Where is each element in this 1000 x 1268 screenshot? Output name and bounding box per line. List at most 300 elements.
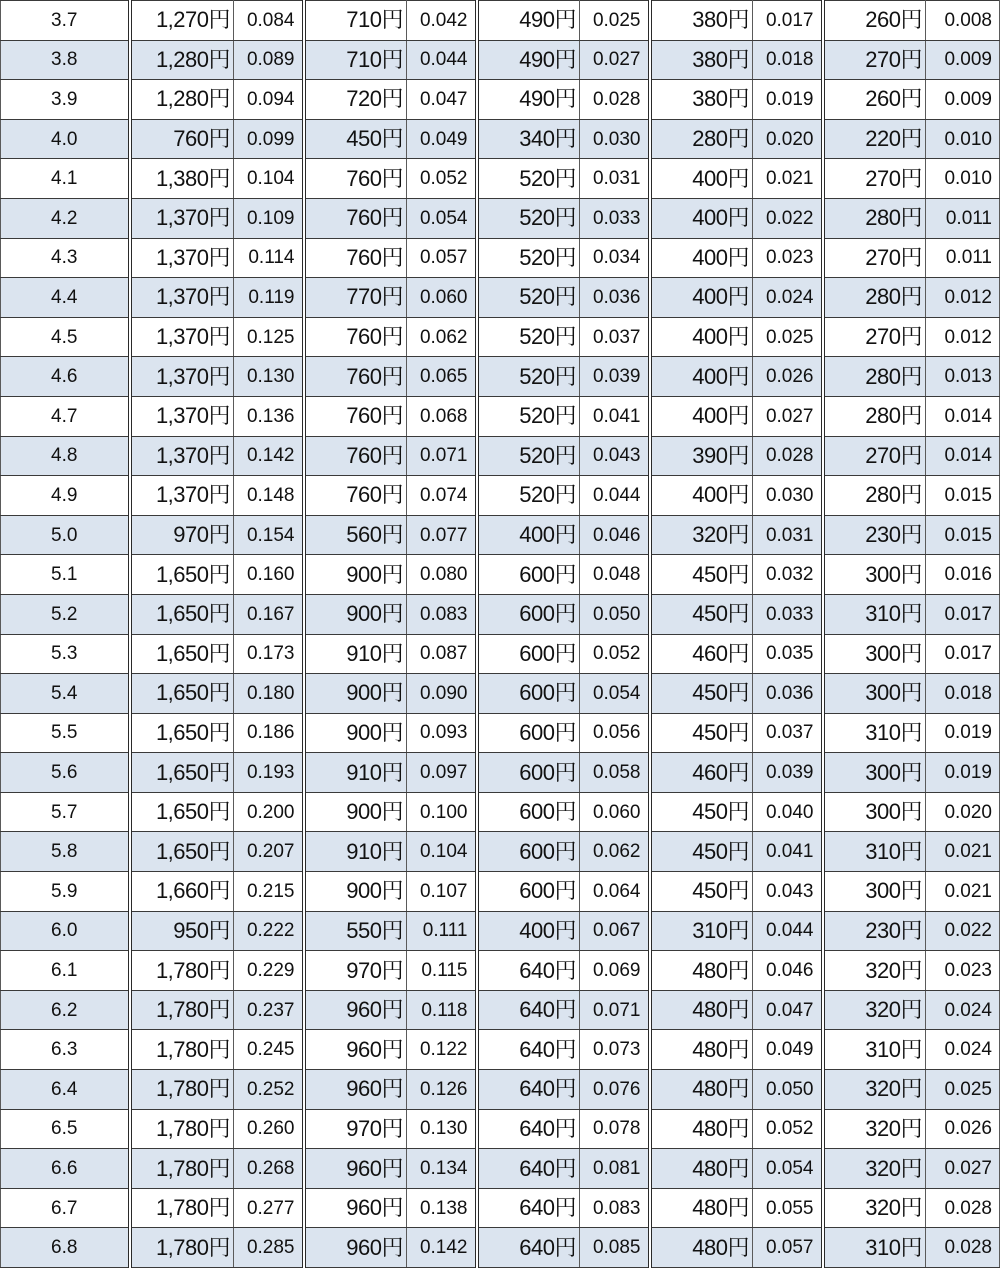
ratio-cell: 0.093 <box>407 713 477 753</box>
price-cell: 300円 <box>823 555 926 595</box>
price-cell: 280円 <box>823 476 926 516</box>
price-cell: 600円 <box>477 594 580 634</box>
table-row <box>1 476 1000 516</box>
ratio-cell: 0.017 <box>753 1 823 41</box>
size-cell: 3.8 <box>1 40 130 80</box>
price-cell: 480円 <box>650 1228 753 1268</box>
ratio-cell: 0.081 <box>580 1149 650 1189</box>
ratio-cell: 0.047 <box>407 80 477 120</box>
price-cell: 1,780円 <box>130 1070 234 1110</box>
size-cell: 5.3 <box>1 634 130 674</box>
table-row <box>1 317 1000 357</box>
ratio-cell: 0.019 <box>926 753 1000 793</box>
ratio-cell: 0.035 <box>753 634 823 674</box>
price-cell: 450円 <box>650 832 753 872</box>
ratio-cell: 0.033 <box>753 594 823 634</box>
size-cell: 6.0 <box>1 911 130 951</box>
price-cell: 1,780円 <box>130 951 234 991</box>
price-cell: 600円 <box>477 555 580 595</box>
ratio-cell: 0.024 <box>926 990 1000 1030</box>
ratio-cell: 0.055 <box>753 1188 823 1228</box>
price-cell: 400円 <box>650 198 753 238</box>
price-cell: 1,650円 <box>130 674 234 714</box>
price-cell: 480円 <box>650 990 753 1030</box>
price-cell: 970円 <box>130 515 234 555</box>
price-cell: 720円 <box>304 80 407 120</box>
price-cell: 1,780円 <box>130 1030 234 1070</box>
ratio-cell: 0.115 <box>407 951 477 991</box>
price-cell: 760円 <box>130 119 234 159</box>
ratio-cell: 0.104 <box>234 159 304 199</box>
price-cell: 400円 <box>650 317 753 357</box>
ratio-cell: 0.071 <box>407 436 477 476</box>
price-cell: 310円 <box>823 832 926 872</box>
price-cell: 450円 <box>650 594 753 634</box>
ratio-cell: 0.025 <box>580 1 650 41</box>
price-cell: 300円 <box>823 634 926 674</box>
ratio-cell: 0.062 <box>580 832 650 872</box>
table-row <box>1 396 1000 436</box>
table-row <box>1 713 1000 753</box>
price-cell: 900円 <box>304 792 407 832</box>
ratio-cell: 0.083 <box>580 1188 650 1228</box>
price-cell: 310円 <box>823 594 926 634</box>
ratio-cell: 0.057 <box>407 238 477 278</box>
table-row <box>1 80 1000 120</box>
price-cell: 230円 <box>823 911 926 951</box>
price-cell: 460円 <box>650 753 753 793</box>
ratio-cell: 0.036 <box>753 674 823 714</box>
price-cell: 760円 <box>304 198 407 238</box>
size-cell: 6.8 <box>1 1228 130 1268</box>
price-cell: 600円 <box>477 832 580 872</box>
ratio-cell: 0.060 <box>580 792 650 832</box>
price-cell: 1,650円 <box>130 753 234 793</box>
ratio-cell: 0.012 <box>926 278 1000 318</box>
ratio-cell: 0.024 <box>753 278 823 318</box>
price-cell: 520円 <box>477 357 580 397</box>
ratio-cell: 0.025 <box>926 1070 1000 1110</box>
price-cell: 900円 <box>304 713 407 753</box>
ratio-cell: 0.048 <box>580 555 650 595</box>
ratio-cell: 0.125 <box>234 317 304 357</box>
ratio-cell: 0.076 <box>580 1070 650 1110</box>
size-cell: 5.1 <box>1 555 130 595</box>
price-cell: 1,370円 <box>130 198 234 238</box>
price-cell: 320円 <box>650 515 753 555</box>
ratio-cell: 0.167 <box>234 594 304 634</box>
ratio-cell: 0.245 <box>234 1030 304 1070</box>
price-cell: 640円 <box>477 1149 580 1189</box>
ratio-cell: 0.090 <box>407 674 477 714</box>
ratio-cell: 0.142 <box>234 436 304 476</box>
ratio-cell: 0.111 <box>407 911 477 951</box>
size-cell: 6.1 <box>1 951 130 991</box>
price-cell: 640円 <box>477 1070 580 1110</box>
ratio-cell: 0.071 <box>580 990 650 1030</box>
price-cell: 1,370円 <box>130 357 234 397</box>
ratio-cell: 0.041 <box>753 832 823 872</box>
size-cell: 6.2 <box>1 990 130 1030</box>
price-cell: 320円 <box>823 1070 926 1110</box>
ratio-cell: 0.040 <box>753 792 823 832</box>
ratio-cell: 0.023 <box>753 238 823 278</box>
ratio-cell: 0.122 <box>407 1030 477 1070</box>
price-cell: 300円 <box>823 674 926 714</box>
table-row <box>1 1228 1000 1268</box>
price-cell: 270円 <box>823 436 926 476</box>
ratio-cell: 0.020 <box>753 119 823 159</box>
price-cell: 950円 <box>130 911 234 951</box>
ratio-cell: 0.027 <box>753 396 823 436</box>
ratio-cell: 0.186 <box>234 713 304 753</box>
size-cell: 6.6 <box>1 1149 130 1189</box>
size-cell: 5.6 <box>1 753 130 793</box>
price-cell: 770円 <box>304 278 407 318</box>
ratio-cell: 0.180 <box>234 674 304 714</box>
price-cell: 1,370円 <box>130 436 234 476</box>
ratio-cell: 0.046 <box>580 515 650 555</box>
price-cell: 550円 <box>304 911 407 951</box>
ratio-cell: 0.047 <box>753 990 823 1030</box>
price-cell: 320円 <box>823 1149 926 1189</box>
ratio-cell: 0.018 <box>926 674 1000 714</box>
price-cell: 600円 <box>477 753 580 793</box>
price-cell: 1,270円 <box>130 1 234 41</box>
price-cell: 400円 <box>650 159 753 199</box>
ratio-cell: 0.054 <box>753 1149 823 1189</box>
ratio-cell: 0.025 <box>753 317 823 357</box>
ratio-cell: 0.013 <box>926 357 1000 397</box>
price-cell: 960円 <box>304 1030 407 1070</box>
size-cell: 6.5 <box>1 1109 130 1149</box>
price-cell: 760円 <box>304 317 407 357</box>
ratio-cell: 0.012 <box>926 317 1000 357</box>
price-cell: 520円 <box>477 238 580 278</box>
table-row <box>1 594 1000 634</box>
size-cell: 6.4 <box>1 1070 130 1110</box>
ratio-cell: 0.021 <box>926 832 1000 872</box>
ratio-cell: 0.054 <box>407 198 477 238</box>
table-row <box>1 159 1000 199</box>
price-cell: 1,280円 <box>130 80 234 120</box>
price-cell: 480円 <box>650 1149 753 1189</box>
table-row <box>1 238 1000 278</box>
ratio-cell: 0.229 <box>234 951 304 991</box>
ratio-cell: 0.069 <box>580 951 650 991</box>
ratio-cell: 0.052 <box>407 159 477 199</box>
price-cell: 910円 <box>304 753 407 793</box>
ratio-cell: 0.021 <box>753 159 823 199</box>
price-cell: 490円 <box>477 1 580 41</box>
price-cell: 1,650円 <box>130 634 234 674</box>
ratio-cell: 0.049 <box>407 119 477 159</box>
table-row <box>1 198 1000 238</box>
ratio-cell: 0.026 <box>926 1109 1000 1149</box>
ratio-cell: 0.039 <box>580 357 650 397</box>
ratio-cell: 0.049 <box>753 1030 823 1070</box>
price-cell: 1,650円 <box>130 594 234 634</box>
ratio-cell: 0.193 <box>234 753 304 793</box>
ratio-cell: 0.019 <box>753 80 823 120</box>
ratio-cell: 0.014 <box>926 436 1000 476</box>
ratio-cell: 0.052 <box>753 1109 823 1149</box>
ratio-cell: 0.073 <box>580 1030 650 1070</box>
price-cell: 270円 <box>823 238 926 278</box>
price-cell: 320円 <box>823 990 926 1030</box>
price-cell: 970円 <box>304 951 407 991</box>
price-cell: 280円 <box>823 278 926 318</box>
price-cell: 900円 <box>304 594 407 634</box>
price-cell: 310円 <box>823 713 926 753</box>
size-cell: 5.9 <box>1 872 130 912</box>
price-cell: 640円 <box>477 990 580 1030</box>
size-cell: 4.1 <box>1 159 130 199</box>
ratio-cell: 0.064 <box>580 872 650 912</box>
price-cell: 1,650円 <box>130 555 234 595</box>
price-cell: 960円 <box>304 1228 407 1268</box>
size-cell: 4.2 <box>1 198 130 238</box>
table-row <box>1 911 1000 951</box>
price-cell: 600円 <box>477 634 580 674</box>
table-row <box>1 278 1000 318</box>
ratio-cell: 0.042 <box>407 1 477 41</box>
price-cell: 400円 <box>650 278 753 318</box>
size-cell: 4.8 <box>1 436 130 476</box>
ratio-cell: 0.136 <box>234 396 304 436</box>
price-cell: 400円 <box>650 238 753 278</box>
ratio-cell: 0.126 <box>407 1070 477 1110</box>
ratio-cell: 0.015 <box>926 515 1000 555</box>
price-cell: 310円 <box>650 911 753 951</box>
ratio-cell: 0.044 <box>753 911 823 951</box>
price-cell: 900円 <box>304 872 407 912</box>
ratio-cell: 0.033 <box>580 198 650 238</box>
price-cell: 1,780円 <box>130 1228 234 1268</box>
price-cell: 450円 <box>650 713 753 753</box>
size-cell: 5.4 <box>1 674 130 714</box>
ratio-cell: 0.037 <box>753 713 823 753</box>
price-cell: 640円 <box>477 1109 580 1149</box>
table-row <box>1 515 1000 555</box>
price-cell: 1,650円 <box>130 713 234 753</box>
price-cell: 280円 <box>823 357 926 397</box>
price-cell: 960円 <box>304 1188 407 1228</box>
ratio-cell: 0.043 <box>580 436 650 476</box>
price-cell: 520円 <box>477 317 580 357</box>
price-cell: 310円 <box>823 1228 926 1268</box>
price-cell: 380円 <box>650 80 753 120</box>
ratio-cell: 0.034 <box>580 238 650 278</box>
table-row <box>1 1109 1000 1149</box>
size-cell: 3.7 <box>1 1 130 41</box>
ratio-cell: 0.068 <box>407 396 477 436</box>
price-cell: 760円 <box>304 238 407 278</box>
ratio-cell: 0.026 <box>753 357 823 397</box>
size-cell: 4.5 <box>1 317 130 357</box>
size-cell: 4.6 <box>1 357 130 397</box>
ratio-cell: 0.030 <box>753 476 823 516</box>
price-cell: 450円 <box>650 674 753 714</box>
ratio-cell: 0.056 <box>580 713 650 753</box>
ratio-cell: 0.050 <box>580 594 650 634</box>
price-cell: 480円 <box>650 1188 753 1228</box>
price-cell: 390円 <box>650 436 753 476</box>
price-cell: 320円 <box>823 1188 926 1228</box>
price-cell: 520円 <box>477 278 580 318</box>
ratio-cell: 0.052 <box>580 634 650 674</box>
ratio-cell: 0.154 <box>234 515 304 555</box>
ratio-cell: 0.160 <box>234 555 304 595</box>
table-row <box>1 832 1000 872</box>
ratio-cell: 0.046 <box>753 951 823 991</box>
price-cell: 760円 <box>304 476 407 516</box>
price-cell: 640円 <box>477 1228 580 1268</box>
ratio-cell: 0.032 <box>753 555 823 595</box>
ratio-cell: 0.085 <box>580 1228 650 1268</box>
size-cell: 4.9 <box>1 476 130 516</box>
price-cell: 460円 <box>650 634 753 674</box>
price-cell: 270円 <box>823 317 926 357</box>
ratio-cell: 0.014 <box>926 396 1000 436</box>
ratio-cell: 0.077 <box>407 515 477 555</box>
table-row <box>1 1030 1000 1070</box>
ratio-cell: 0.021 <box>926 872 1000 912</box>
price-cell: 300円 <box>823 872 926 912</box>
ratio-cell: 0.017 <box>926 594 1000 634</box>
price-cell: 960円 <box>304 990 407 1030</box>
size-cell: 4.0 <box>1 119 130 159</box>
ratio-cell: 0.134 <box>407 1149 477 1189</box>
size-cell: 5.8 <box>1 832 130 872</box>
price-cell: 1,660円 <box>130 872 234 912</box>
price-cell: 480円 <box>650 1109 753 1149</box>
table-row <box>1 753 1000 793</box>
size-cell: 3.9 <box>1 80 130 120</box>
price-cell: 380円 <box>650 1 753 41</box>
price-cell: 760円 <box>304 357 407 397</box>
ratio-cell: 0.138 <box>407 1188 477 1228</box>
price-cell: 640円 <box>477 1030 580 1070</box>
ratio-cell: 0.058 <box>580 753 650 793</box>
ratio-cell: 0.084 <box>234 1 304 41</box>
ratio-cell: 0.118 <box>407 990 477 1030</box>
price-cell: 400円 <box>650 476 753 516</box>
table-row <box>1 40 1000 80</box>
price-cell: 260円 <box>823 80 926 120</box>
ratio-cell: 0.017 <box>926 634 1000 674</box>
ratio-cell: 0.107 <box>407 872 477 912</box>
ratio-cell: 0.008 <box>926 1 1000 41</box>
price-cell: 340円 <box>477 119 580 159</box>
ratio-cell: 0.050 <box>753 1070 823 1110</box>
price-cell: 970円 <box>304 1109 407 1149</box>
ratio-cell: 0.030 <box>580 119 650 159</box>
ratio-cell: 0.015 <box>926 476 1000 516</box>
size-cell: 4.7 <box>1 396 130 436</box>
ratio-cell: 0.009 <box>926 40 1000 80</box>
price-cell: 600円 <box>477 872 580 912</box>
price-cell: 910円 <box>304 832 407 872</box>
size-cell: 5.0 <box>1 515 130 555</box>
size-cell: 5.5 <box>1 713 130 753</box>
price-cell: 300円 <box>823 792 926 832</box>
price-cell: 480円 <box>650 1070 753 1110</box>
price-cell: 220円 <box>823 119 926 159</box>
ratio-cell: 0.016 <box>926 555 1000 595</box>
ratio-cell: 0.054 <box>580 674 650 714</box>
price-cell: 400円 <box>477 515 580 555</box>
ratio-cell: 0.109 <box>234 198 304 238</box>
price-cell: 520円 <box>477 396 580 436</box>
ratio-cell: 0.031 <box>580 159 650 199</box>
price-cell: 400円 <box>477 911 580 951</box>
price-cell: 760円 <box>304 396 407 436</box>
price-cell: 600円 <box>477 674 580 714</box>
price-cell: 600円 <box>477 713 580 753</box>
ratio-cell: 0.114 <box>234 238 304 278</box>
ratio-cell: 0.067 <box>580 911 650 951</box>
price-cell: 1,370円 <box>130 476 234 516</box>
price-cell: 230円 <box>823 515 926 555</box>
price-cell: 760円 <box>304 159 407 199</box>
ratio-cell: 0.089 <box>234 40 304 80</box>
ratio-cell: 0.022 <box>926 911 1000 951</box>
price-cell: 400円 <box>650 357 753 397</box>
size-cell: 6.7 <box>1 1188 130 1228</box>
ratio-cell: 0.010 <box>926 119 1000 159</box>
price-cell: 600円 <box>477 792 580 832</box>
table-row <box>1 436 1000 476</box>
price-cell: 520円 <box>477 476 580 516</box>
price-cell: 320円 <box>823 951 926 991</box>
ratio-cell: 0.087 <box>407 634 477 674</box>
ratio-cell: 0.215 <box>234 872 304 912</box>
price-cell: 640円 <box>477 1188 580 1228</box>
price-cell: 480円 <box>650 1030 753 1070</box>
price-cell: 520円 <box>477 159 580 199</box>
ratio-cell: 0.010 <box>926 159 1000 199</box>
price-cell: 640円 <box>477 951 580 991</box>
ratio-cell: 0.020 <box>926 792 1000 832</box>
size-cell: 4.4 <box>1 278 130 318</box>
ratio-cell: 0.094 <box>234 80 304 120</box>
ratio-cell: 0.011 <box>926 238 1000 278</box>
ratio-cell: 0.237 <box>234 990 304 1030</box>
price-cell: 520円 <box>477 198 580 238</box>
ratio-cell: 0.039 <box>753 753 823 793</box>
ratio-cell: 0.078 <box>580 1109 650 1149</box>
price-cell: 480円 <box>650 951 753 991</box>
ratio-cell: 0.173 <box>234 634 304 674</box>
ratio-cell: 0.083 <box>407 594 477 634</box>
price-cell: 320円 <box>823 1109 926 1149</box>
ratio-cell: 0.028 <box>926 1228 1000 1268</box>
ratio-cell: 0.062 <box>407 317 477 357</box>
price-cell: 910円 <box>304 634 407 674</box>
ratio-cell: 0.074 <box>407 476 477 516</box>
table-row <box>1 1149 1000 1189</box>
ratio-cell: 0.028 <box>753 436 823 476</box>
ratio-cell: 0.018 <box>753 40 823 80</box>
price-cell: 450円 <box>650 872 753 912</box>
table-row <box>1 119 1000 159</box>
ratio-cell: 0.268 <box>234 1149 304 1189</box>
price-cell: 280円 <box>650 119 753 159</box>
price-cell: 1,780円 <box>130 990 234 1030</box>
ratio-cell: 0.104 <box>407 832 477 872</box>
price-cell: 1,650円 <box>130 832 234 872</box>
